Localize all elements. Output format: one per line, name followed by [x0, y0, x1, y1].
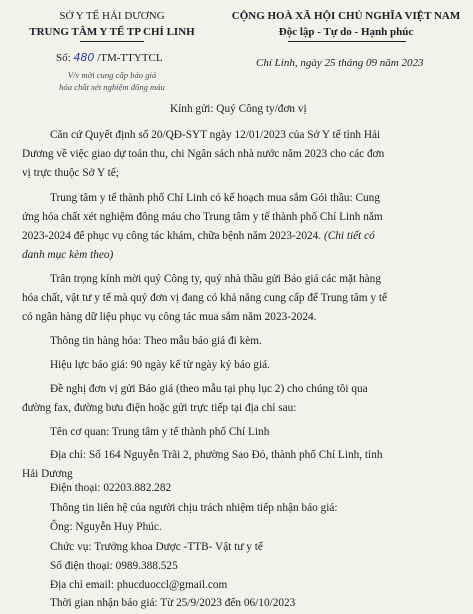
- address-line2: Hải Dương: [22, 468, 73, 480]
- place-date: Chí Linh, ngày 25 tháng 09 năm 2023: [256, 57, 424, 69]
- para2-line2: ứng hóa chất xét nghiệm đông máu cho Trung tâm y tế thành phố Chí Linh năm: [22, 211, 383, 223]
- motto-underline: [288, 41, 406, 42]
- doc-number-prefix: Số:: [56, 52, 71, 64]
- doc-number-handwritten: 480: [73, 51, 95, 64]
- request-line1: Đề nghị đơn vị gửi Báo giá (theo mẫu tại phụ lục 2) cho chúng tôi qua: [50, 383, 368, 395]
- para2-line3: [22, 227, 375, 247]
- request-line2: đường fax, đường bưu điện hoặc gửi trực tiếp tại địa chỉ sau:: [22, 402, 297, 414]
- doc-number-suffix: /TM-TTYTCL: [97, 52, 163, 64]
- quote-validity: Hiệu lực báo giá: 90 ngày kể từ ngày ký báo giá.: [50, 359, 270, 371]
- address-line1: Địa chỉ: Số 164 Nguyễn Trãi 2, phường Sao Đỏ, thành phố Chí Linh, tỉnh: [50, 449, 383, 461]
- agency-name: Tên cơ quan: Trung tâm y tế thành phố Chí Linh: [50, 426, 270, 438]
- contact-name: Ông: Nguyễn Huy Phúc.: [50, 521, 162, 533]
- para1-line3: vị trực thuộc Sở Y tế;: [22, 167, 119, 179]
- para2-line4: danh mục kèm theo): [22, 249, 114, 261]
- contact-phone: Số điện thoại: 0989.388.525: [50, 560, 178, 572]
- para2-line3-text: 2023-2024 để phục vụ công tác khám, chữa bệnh năm 2023-2024.: [22, 230, 322, 242]
- para3-line2: hóa chất, vật tư y tế mà quý đơn vị đang có khả năng cung cấp để Trung tâm y tế: [22, 292, 388, 304]
- para1-line2: Dương về việc giao dự toán thu, chi Ngân sách nhà nước năm 2023 cho các đơn: [22, 148, 385, 160]
- para3-line3: có ngân hàng dữ liệu phục vụ công tác mua sắm năm 2023-2024.: [22, 311, 317, 323]
- receive-time: Thời gian nhận báo giá: Từ 25/9/2023 đến 06/10/2023: [50, 597, 296, 609]
- goods-info: Thông tin hàng hóa: Theo mẫu báo giá đi kèm.: [50, 335, 262, 347]
- para1-line1: Căn cứ Quyết định số 20/QĐ-SYT ngày 12/01/2023 của Sở Y tế tỉnh Hải: [50, 129, 381, 141]
- contact-intro: Thông tin liên hệ của người chịu trách nhiệm tiếp nhận báo giá:: [50, 502, 338, 514]
- para2-line1: Trung tâm y tế thành phố Chí Linh có kế hoạch mua sắm Gói thầu: Cung: [50, 192, 380, 204]
- recipient: Kính gửi: Quý Công ty/đơn vị: [170, 103, 307, 115]
- para2-line3-italic: (Chi tiết có: [321, 230, 375, 242]
- nation-title: CỘNG HOÀ XÃ HỘI CHỦ NGHĨA VIỆT NAM: [231, 10, 461, 22]
- org-name: TRUNG TÂM Y TẾ TP CHÍ LINH: [29, 26, 195, 38]
- subject-line-1: V/v mời cung cấp báo giá: [67, 70, 157, 80]
- contact-title: Chức vụ: Trưởng khoa Dược -TTB- Vật tư y tế: [50, 541, 263, 553]
- org-underline: [80, 41, 144, 42]
- phone: Điện thoại: 02203.882.282: [50, 482, 172, 494]
- para3-line1: Trân trọng kính mời quý Công ty, quý nhà thầu gửi Báo giá các mặt hàng: [50, 273, 381, 285]
- document-number: [56, 51, 163, 64]
- subject-line-2: hóa chất xét nghiệm đông máu: [59, 82, 165, 92]
- nation-motto: Độc lập - Tự do - Hạnh phúc: [278, 26, 414, 38]
- org-parent-name: SỞ Y TẾ HẢI DƯƠNG: [59, 10, 165, 22]
- contact-email: Địa chỉ email: phucduoccl@gmail.com: [50, 579, 228, 591]
